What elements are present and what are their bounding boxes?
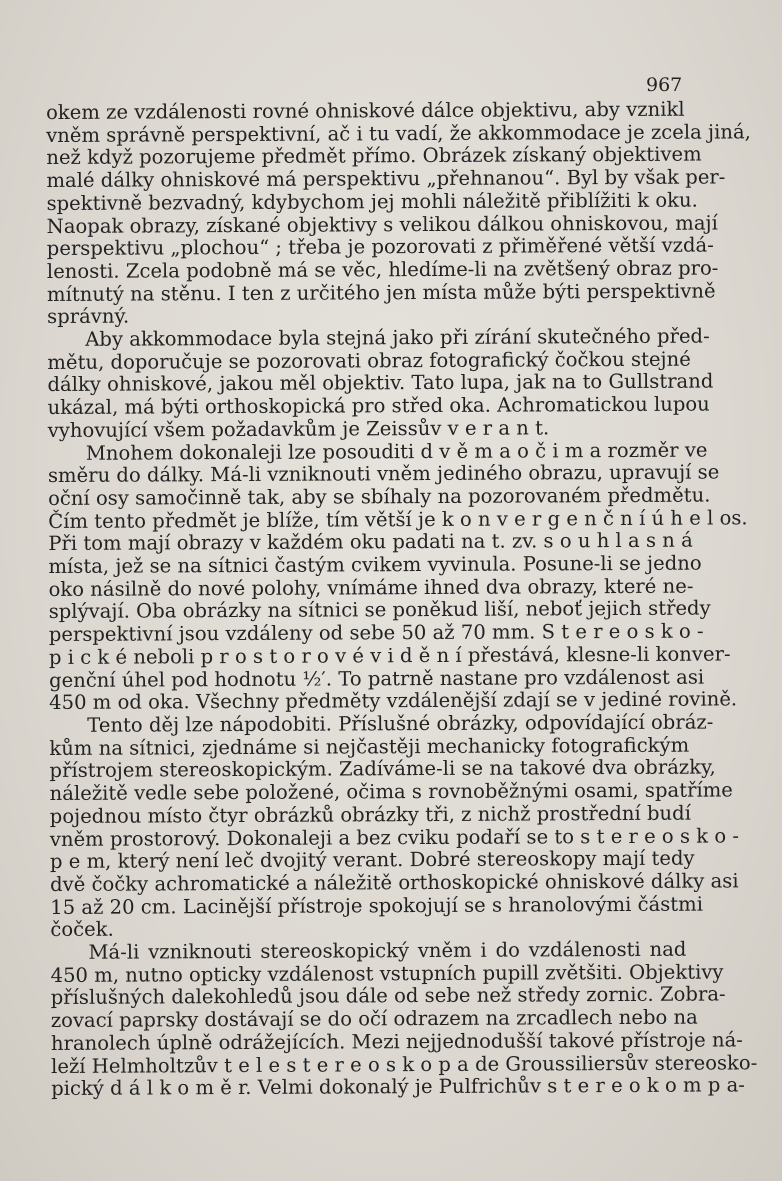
text-line: mítnutý na stěnu. I ten z určitého jen místa může býti perspektivně	[46, 279, 716, 306]
body-text	[45, 97, 758, 1101]
paragraph	[50, 937, 758, 1101]
text-line: spektivně bezvadný, kdybychom jej mohli náležitě přiblížiti k oku.	[46, 188, 698, 215]
text-line: oko násilně do nové polohy, vnímáme ihned dva obrazy, které ne-	[48, 574, 694, 601]
paragraph	[47, 324, 714, 443]
text-line: splývají. Oba obrázky na sítnici se poněkud liší, neboť jejich středy	[48, 596, 711, 624]
text-line: vyhovující všem požadavkům je Zeissův v e r a n t.	[47, 416, 550, 442]
text-line: pojednou místo čtyr obrázků obrázky tři, z nichž prostřední budí	[49, 801, 692, 828]
text-line: p e m, který není leč dvojitý verant. Dobré stereoskopy mají tedy	[49, 846, 695, 874]
text-line: leží Helmholtzův t e l e s t e r e o s k o p a de Groussiliersův stereosko-	[50, 1050, 758, 1078]
text-line: náležitě vedle sebe položené, očima s rovnoběžnými osami, spatříme	[49, 778, 733, 806]
text-line: genční úhel pod hodnotu ½′. To patrně nastane pro vzdálenost asi	[48, 665, 705, 692]
paragraph	[49, 710, 740, 942]
text-line: mětu, doporučuje se pozorovati obraz fotografický čočkou stejné	[47, 347, 691, 374]
text-line: než když pozorujeme předmět přímo. Obrázek získaný objektivem	[46, 142, 702, 170]
text-line: Naopak obrazy, získané objektivy s velikou dálkou ohniskovou, mají	[46, 210, 718, 238]
paragraph	[47, 438, 748, 715]
text-line: zovací paprsky dostávají se do očí odrazem na zrcadlech nebo na	[50, 1005, 698, 1033]
text-line: příslušných dalekohledů jsou dále od sebe než středy zornic. Zobra-	[50, 982, 726, 1010]
text-line: kům na sítnici, zjednáme si nejčastěji mechanicky fotografickým	[49, 733, 690, 760]
text-line: dálky ohniskové, jakou měl objektiv. Tato lupa, jak na to Gullstrand	[47, 369, 714, 397]
text-line: 15 až 20 cm. Lacinější přístroje spokojují se s hranolovými částmi	[50, 892, 704, 919]
paragraph	[45, 97, 751, 329]
text-line: 450 m, nutno opticky vzdálenost vstupních pupill zvětšiti. Objektivy	[50, 960, 724, 987]
text-line: lenosti. Zcela podobně má se věc, hledíme-li na zvětšený obraz pro-	[46, 256, 719, 283]
text-line: oční osy samočinně tak, aby se sbíhaly na pozorovaném předmětu.	[48, 483, 711, 510]
text-line: vněm správně perspektivní, ač i tu vadí, že akkommodace je zcela jiná,	[46, 120, 751, 147]
text-line: perspektivní jsou vzdáleny od sebe 50 až 70 mm. S t e r e o s k o -	[48, 619, 704, 647]
text-line: Aby akkommodace byla stejná jako při zírání skutečného před-	[85, 324, 710, 351]
text-line: malé dálky ohniskové má perspektivu „přehnanou“. Byl by však per-	[46, 165, 726, 193]
text-line: Tento děj lze nápodobiti. Příslušné obrázky, odpovídající obráz-	[87, 710, 714, 737]
text-line: směru do dálky. Má-li vzniknouti vněm jediného obrazu, upravují se	[47, 460, 720, 488]
text-line: perspektivu „plochou“ ; třeba je pozorovati z přiměřené větší vzdá-	[46, 233, 714, 261]
text-line: místa, jež se na sítnici častým cvikem vyvinula. Posune-li se jedno	[48, 551, 702, 579]
text-line: 450 m od oka. Všechny předměty vzdálenější zdají se v jediné rovině.	[49, 687, 738, 715]
text-line: okem ze vzdálenosti rovné ohniskové dálce objektivu, aby vznikl	[45, 97, 685, 124]
text-line: pický d á l k o m ě r. Velmi dokonalý je Pulfrichův s t e r e o k o m p a-	[51, 1073, 745, 1101]
text-line: vněm prostorový. Dokonaleji a bez cviku podaří se to s t e r e o s k o -	[49, 823, 740, 851]
text-line: p i c k é neboli p r o s t o r o v é v i d ě n í přestává, klesne-li konver-	[48, 642, 731, 669]
text-line: Má-li vzniknouti stereoskopický vněm i do vzdálenosti nad	[88, 937, 687, 964]
text-line: správný.	[47, 304, 130, 329]
page-number: 967	[646, 74, 683, 96]
text-line: přístrojem stereoskopickým. Zadíváme-li se na takové dva obrázky,	[49, 755, 716, 783]
text-line: čoček.	[50, 917, 114, 942]
text-line: hranolech úplně odrážejících. Mezi nejjednodušší takové přístroje ná-	[50, 1028, 743, 1055]
text-line: dvě čočky achromatické a náležitě orthoskopické ohniskové dálky asi	[50, 869, 739, 896]
text-line: ukázal, má býti orthoskopická pro střed oka. Achromatickou lupou	[47, 392, 710, 420]
text-line: Při tom mají obrazy v každém oku padati na t. zv. s o u h l a s n á	[48, 528, 693, 556]
text-line: Mnohem dokonaleji lze posouditi d v ě m a o č i m a rozměr ve	[85, 438, 708, 465]
text-line: Čím tento předmět je blíže, tím větší je k o n v e r g e n č n í ú h e l os.	[48, 505, 748, 533]
